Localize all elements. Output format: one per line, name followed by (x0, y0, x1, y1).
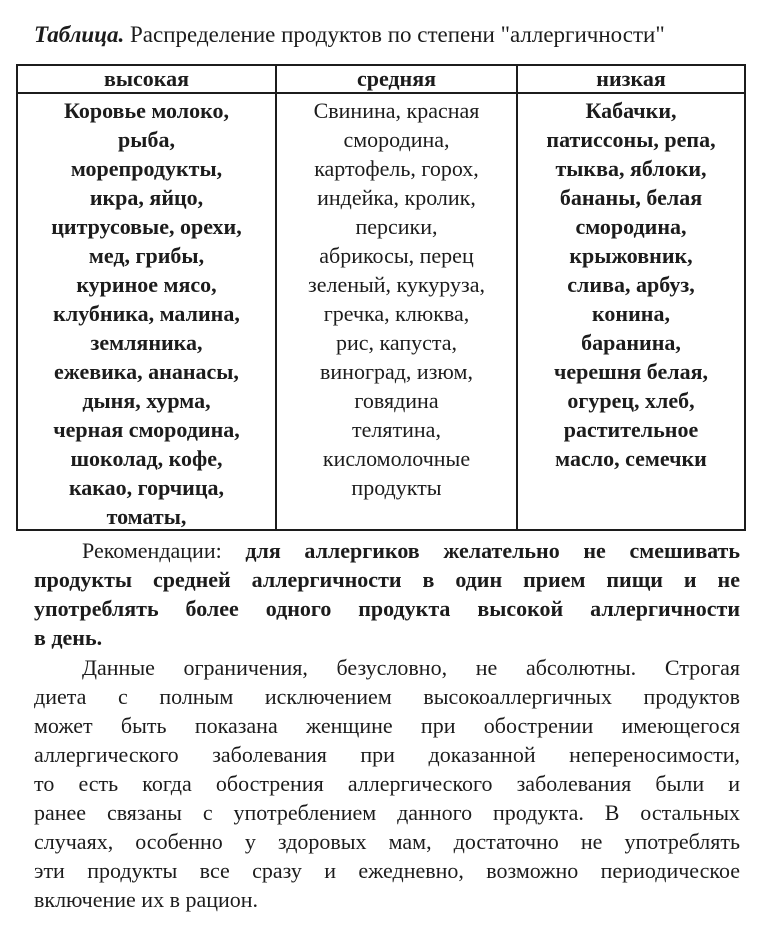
table-cell-item: Коровье молоко, (64, 98, 229, 123)
table-cell-item: Свинина, красная (313, 98, 480, 123)
paragraph-line: ранее связаны с употреблением данного продукта. В остальных (34, 800, 740, 825)
table-cell-item: огурец, хлеб, (567, 388, 695, 413)
caption-text: Распределение продуктов по степени "аллергичности" (124, 22, 665, 47)
recommendation-line (34, 536, 740, 565)
table-cell-item: бананы, белая (559, 185, 703, 210)
table-cell-item: клубника, малина, (53, 301, 240, 326)
paragraph-line: диета с полным исключением высокоаллергичных продуктов (34, 684, 740, 709)
table-caption (34, 20, 754, 50)
table-cell-item: виноград, изюм, (320, 359, 473, 384)
high-allergy-list (18, 96, 275, 531)
table-cell-item: дыня, хурма, (82, 388, 211, 413)
table-cell-item: цитрусовые, орехи, (51, 214, 242, 239)
paragraph-line: аллергического заболевания при доказанной непереносимости, (34, 742, 740, 767)
table-cell-item: тыква, яблоки, (555, 156, 707, 181)
paragraph-line: эти продукты все сразу и ежедневно, возможно периодическое (34, 858, 740, 883)
table-cell-item: Кабачки, (585, 98, 677, 123)
low-allergy-list (518, 96, 744, 473)
table-cell-item: картофель, горох, (314, 156, 479, 181)
paragraph-line: случаях, особенно у здоровых мам, достаточно не употреблять (34, 829, 740, 854)
table-cell-item: телятина, (352, 417, 441, 442)
paragraph-line: включение их в рацион. (34, 887, 259, 912)
table-cell-item: смородина, (575, 214, 687, 239)
medium-allergy-list (277, 96, 516, 502)
table-cell-item: мед, грибы, (88, 243, 205, 268)
table-cell-item: шоколад, кофе, (70, 446, 223, 471)
header-high: высокая (103, 66, 190, 91)
table-cell-item: какао, горчица, (68, 475, 225, 500)
table-cell-item: абрикосы, перец (319, 243, 474, 268)
body-paragraph (34, 653, 740, 914)
table-cell-item: черешня белая, (553, 359, 709, 384)
table-cell-item: икра, яйцо, (89, 185, 204, 210)
table-cell-item: слива, арбуз, (567, 272, 695, 297)
recommendation-label: Рекомендации: (82, 538, 246, 563)
paragraph-line: может быть показана женщине при обострении имеющегося (34, 713, 740, 738)
table-cell-item: земляника, (90, 330, 203, 355)
paragraph-line: Данные ограничения, безусловно, не абсолютны. Строгая (82, 655, 740, 680)
table-cell-item: куриное мясо, (76, 272, 217, 297)
table-cell-item: морепродукты, (70, 156, 223, 181)
table-cell-item: зеленый, кукуруза, (308, 272, 485, 297)
table-cell-item: рыба, (118, 127, 175, 152)
table-cell-item: растительное (563, 417, 699, 442)
table-cell-item: рис, капуста, (335, 330, 458, 355)
table-cell-item: крыжовник, (569, 243, 693, 268)
header-medium: средняя (356, 66, 437, 91)
table-cell-item: кисломолочные (322, 446, 471, 471)
table-cell-item: индейка, кролик, (317, 185, 476, 210)
caption-lead: Таблица. (34, 22, 125, 47)
table-cell-item: говядина (354, 388, 439, 413)
table-cell-item: баранина, (581, 330, 681, 355)
table-cell-item: конина, (592, 301, 670, 326)
table-header-row (18, 66, 744, 94)
recommendation-line: продукты средней аллергичности в один прием пищи и не (34, 567, 740, 592)
recommendation-line: в день. (34, 625, 103, 650)
recommendation-line: употреблять более одного продукта высокой аллергичности (34, 596, 740, 621)
table-cell-item: томаты, (106, 504, 187, 529)
allergy-table (16, 64, 746, 531)
table-cell-item: гречка, клюква, (323, 301, 470, 326)
paragraph-line: то есть когда обострения аллергического заболевания были и (34, 771, 740, 796)
table-cell-item: патиссоны, репа, (546, 127, 716, 152)
table-cell-item: смородина, (343, 127, 450, 152)
recommendation-paragraph (34, 536, 740, 652)
table-cell-item: персики, (355, 214, 438, 239)
recommendation-text: для аллергиков желательно не смешивать (245, 538, 740, 563)
table-cell-item: масло, семечки (555, 446, 707, 471)
header-low: низкая (596, 66, 666, 91)
table-cell-item: ежевика, ананасы, (54, 359, 239, 384)
table-cell-item: черная смородина, (53, 417, 240, 442)
table-cell-item: продукты (351, 475, 442, 500)
